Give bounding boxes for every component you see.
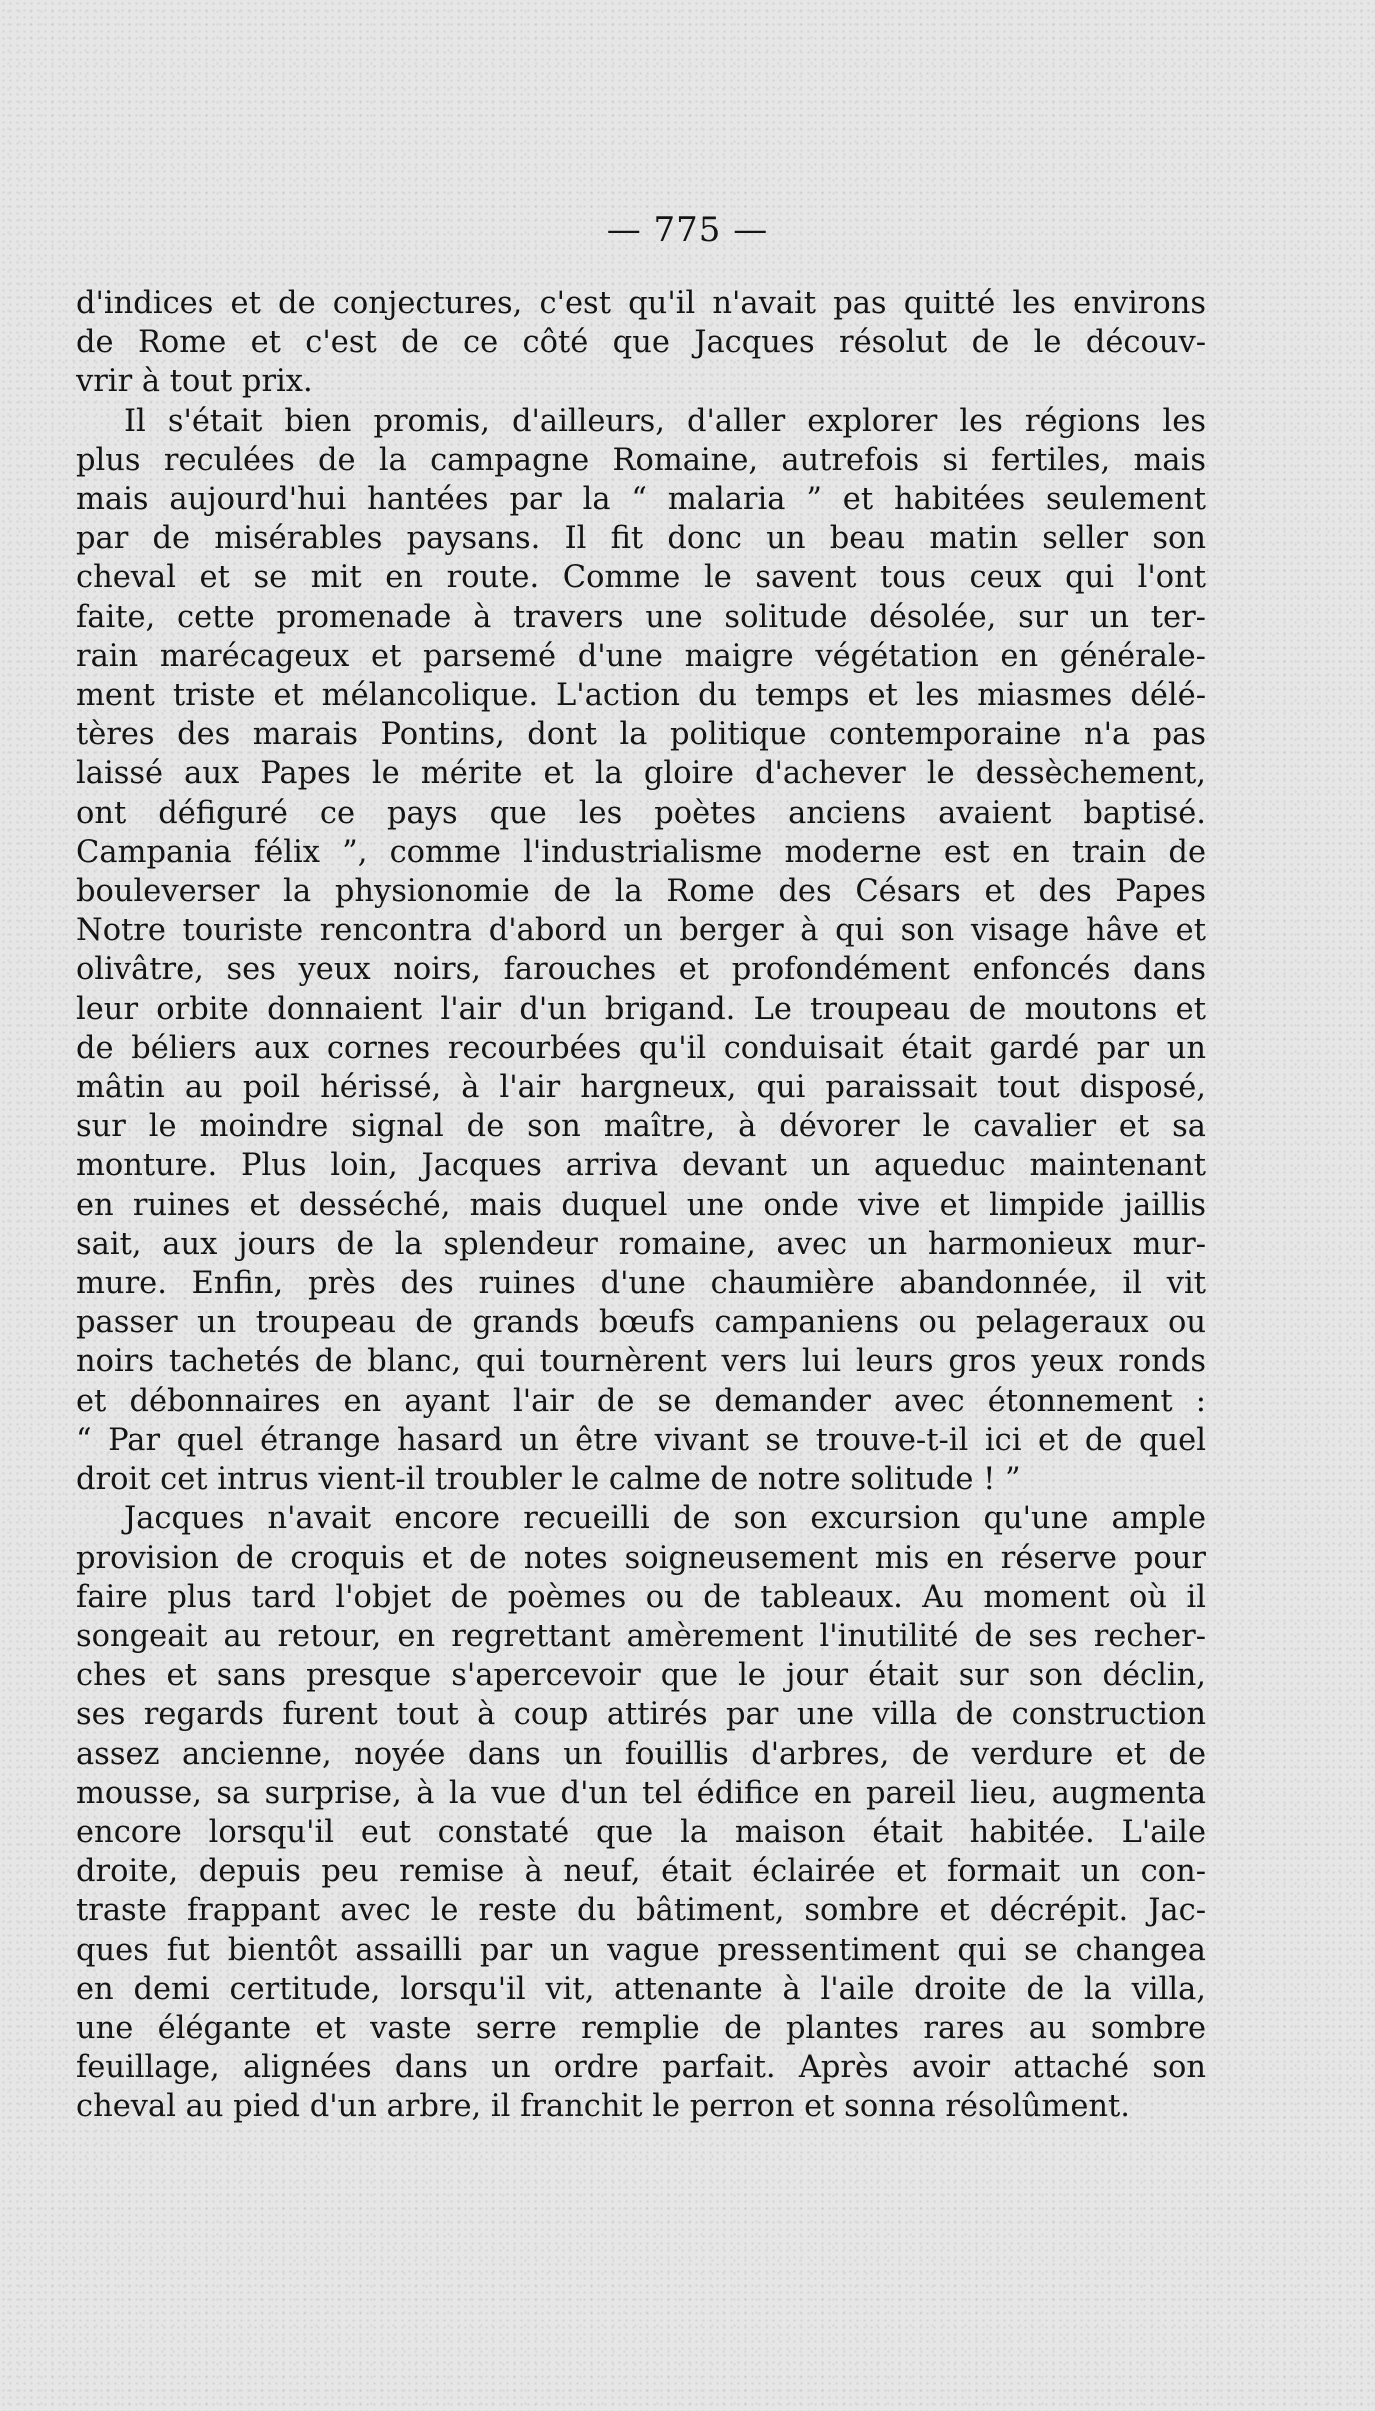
text-line: passer un troupeau de grands bœufs campaniens ou pelageraux ou bbox=[76, 1305, 1206, 1341]
text-line: traste frappant avec le reste du bâtiment, sombre et décrépit. Jac- bbox=[76, 1893, 1206, 1929]
text-line: en ruines et desséché, mais duquel une onde vive et limpide jaillis bbox=[76, 1187, 1206, 1223]
text-line: d'indices et de conjectures, c'est qu'il n'avait pas quitté les environs bbox=[76, 286, 1206, 321]
text-line: sait, aux jours de la splendeur romaine, avec un harmonieux mur- bbox=[76, 1226, 1206, 1262]
text-line: ment triste et mélancolique. L'action du temps et les miasmes délé- bbox=[76, 678, 1206, 714]
text-line: plus reculées de la campagne Romaine, autrefois si fertiles, mais bbox=[76, 442, 1206, 478]
text-line: ches et sans presque s'apercevoir que le jour était sur son déclin, bbox=[76, 1658, 1206, 1694]
text-line: faite, cette promenade à travers une solitude désolée, sur un ter- bbox=[76, 599, 1206, 635]
text-line: une élégante et vaste serre remplie de plantes rares au sombre bbox=[76, 2010, 1206, 2046]
text-line: rain marécageux et parsemé d'une maigre végétation en générale- bbox=[76, 638, 1206, 674]
text-line: droit cet intrus vient-il troubler le calme de notre solitude ! ” bbox=[76, 1462, 1021, 1498]
text-line: assez ancienne, noyée dans un fouillis d'arbres, de verdure et de bbox=[76, 1736, 1206, 1772]
text-line: laissé aux Papes le mérite et la gloire d'achever le dessèchement, bbox=[76, 756, 1206, 792]
text-line: cheval et se mit en route. Comme le savent tous ceux qui l'ont bbox=[76, 560, 1206, 596]
text-line: Il s'était bien promis, d'ailleurs, d'aller explorer les régions les bbox=[124, 403, 1206, 439]
text-line: et débonnaires en ayant l'air de se demander avec étonnement : bbox=[76, 1383, 1206, 1419]
text-line: “ Par quel étrange hasard un être vivant se trouve-t-il ici et de quel bbox=[76, 1422, 1206, 1458]
text-line: leur orbite donnaient l'air d'un brigand. Le troupeau de moutons et bbox=[76, 991, 1206, 1027]
text-line: faire plus tard l'objet de poèmes ou de tableaux. Au moment où il bbox=[76, 1579, 1206, 1615]
paragraph bbox=[76, 284, 1206, 402]
text-line: en demi certitude, lorsqu'il vit, attenante à l'aile droite de la villa, bbox=[76, 1971, 1206, 2007]
text-line: de Rome et c'est de ce côté que Jacques résolut de le découv- bbox=[76, 325, 1206, 361]
text-line: tères des marais Pontins, dont la politique contemporaine n'a pas bbox=[76, 717, 1206, 753]
text-line: songeait au retour, en regrettant amèrement l'inutilité de ses recher- bbox=[76, 1618, 1206, 1654]
text-line: mure. Enfin, près des ruines d'une chaumière abandonnée, il vit bbox=[76, 1266, 1206, 1302]
text-line: monture. Plus loin, Jacques arriva devant un aqueduc maintenant bbox=[76, 1148, 1206, 1184]
text-line: sur le moindre signal de son maître, à dévorer le cavalier et sa bbox=[76, 1109, 1206, 1145]
text-line: ques fut bientôt assailli par un vague pressentiment qui se changea bbox=[76, 1932, 1206, 1968]
text-line: Jacques n'avait encore recueilli de son excursion qu'une ample bbox=[124, 1501, 1206, 1537]
page-number: — 775 — bbox=[606, 210, 769, 250]
text-line: de béliers aux cornes recourbées qu'il conduisait était gardé par un bbox=[76, 1030, 1206, 1066]
text-line: Campania félix ”, comme l'industrialisme moderne est en train de bbox=[76, 834, 1206, 870]
text-line: cheval au pied d'un arbre, il franchit le perron et sonna résolûment. bbox=[76, 2089, 1130, 2125]
text-line: noirs tachetés de blanc, qui tournèrent vers lui leurs gros yeux ronds bbox=[76, 1344, 1206, 1380]
text-line: encore lorsqu'il eut constaté que la maison était habitée. L'aile bbox=[76, 1814, 1206, 1850]
text-line: ont défiguré ce pays que les poètes anciens avaient baptisé. bbox=[76, 795, 1206, 831]
paragraph bbox=[76, 402, 1206, 1500]
text-line: mais aujourd'hui hantées par la “ malaria ” et habitées seulement bbox=[76, 482, 1206, 518]
text-line: mâtin au poil hérissé, à l'air hargneux, qui paraissait tout disposé, bbox=[76, 1070, 1206, 1106]
text-line: vrir à tout prix. bbox=[76, 364, 313, 400]
text-line: droite, depuis peu remise à neuf, était éclairée et formait un con- bbox=[76, 1854, 1206, 1890]
body-text bbox=[76, 284, 1206, 2127]
text-line: mousse, sa surprise, à la vue d'un tel édifice en pareil lieu, augmenta bbox=[76, 1775, 1206, 1811]
text-line: ses regards furent tout à coup attirés par une villa de construction bbox=[76, 1697, 1206, 1733]
text-line: provision de croquis et de notes soigneusement mis en réserve pour bbox=[76, 1540, 1206, 1576]
text-line: olivâtre, ses yeux noirs, farouches et profondément enfoncés dans bbox=[76, 952, 1206, 988]
paragraph bbox=[76, 1499, 1206, 2126]
text-line: Notre touriste rencontra d'abord un berger à qui son visage hâve et bbox=[76, 913, 1206, 949]
text-line: par de misérables paysans. Il fit donc un beau matin seller son bbox=[76, 521, 1206, 557]
text-line: bouleverser la physionomie de la Rome des Césars et des Papes bbox=[76, 874, 1206, 910]
text-line: feuillage, alignées dans un ordre parfait. Après avoir attaché son bbox=[76, 2050, 1206, 2086]
